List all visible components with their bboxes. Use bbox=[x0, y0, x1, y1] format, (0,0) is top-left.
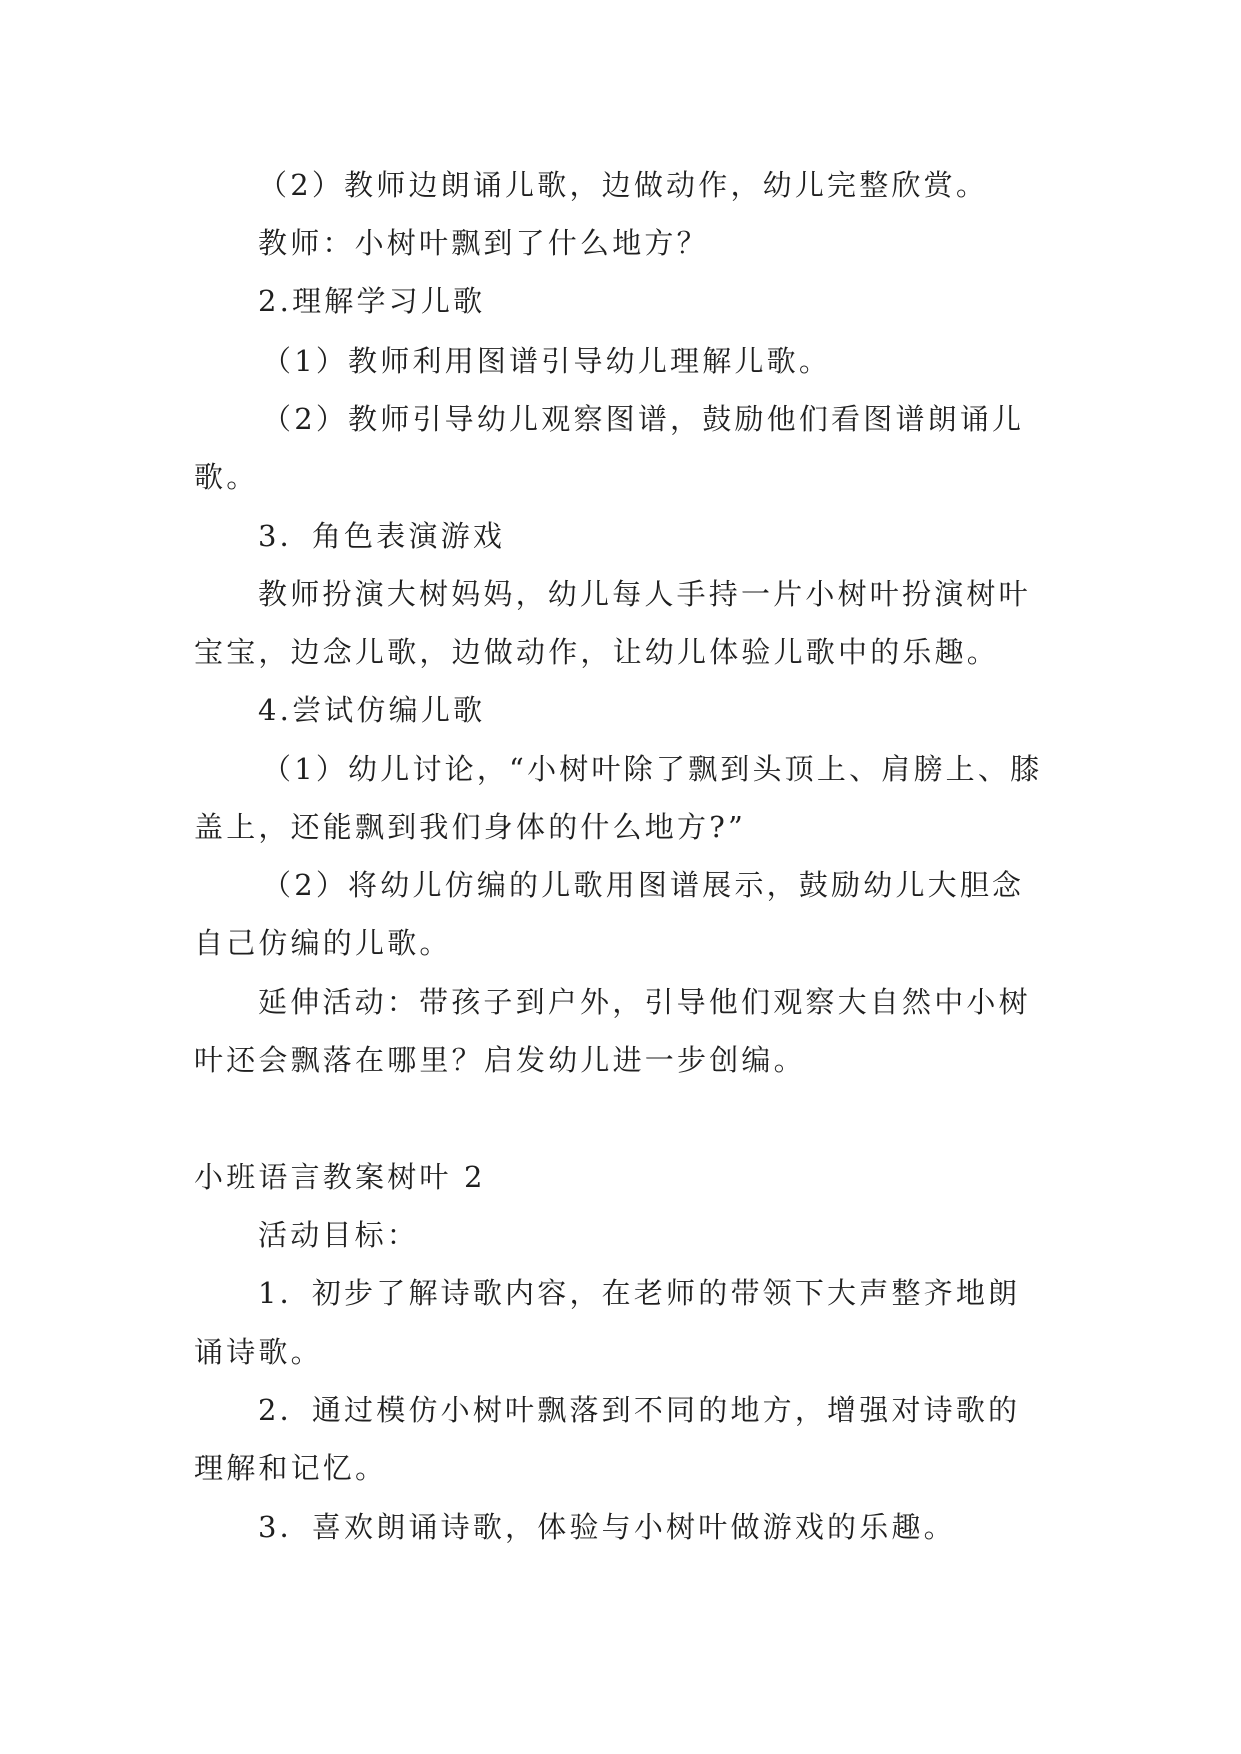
paragraph-line: 3．喜欢朗诵诗歌，体验与小树叶做游戏的乐趣。 bbox=[258, 1510, 956, 1544]
paragraph-line: （1）幼儿讨论，“小树叶除了飘到头顶上、肩膀上、膝 bbox=[262, 752, 1043, 786]
paragraph-line: 教师扮演大树妈妈，幼儿每人手持一片小树叶扮演树叶 bbox=[258, 577, 1031, 611]
paragraph-line: （2）教师引导幼儿观察图谱，鼓励他们看图谱朗诵儿 bbox=[262, 402, 1025, 436]
section-heading: 2.理解学习儿歌 bbox=[258, 284, 486, 318]
paragraph-line: 1．初步了解诗歌内容，在老师的带领下大声整齐地朗 bbox=[258, 1276, 1021, 1310]
paragraph-line: 延伸活动：带孩子到户外，引导他们观察大自然中小树 bbox=[258, 985, 1031, 1019]
document-title: 小班语言教案树叶 2 bbox=[194, 1160, 486, 1194]
paragraph-line: 盖上，还能飘到我们身体的什么地方?” bbox=[194, 810, 746, 844]
paragraph-line: 诵诗歌。 bbox=[194, 1335, 323, 1369]
paragraph-line: 2．通过模仿小树叶飘落到不同的地方，增强对诗歌的 bbox=[258, 1393, 1021, 1427]
section-heading: 4.尝试仿编儿歌 bbox=[258, 693, 486, 727]
section-heading: 3．角色表演游戏 bbox=[258, 519, 506, 553]
paragraph-line: （2）将幼儿仿编的儿歌用图谱展示，鼓励幼儿大胆念 bbox=[262, 868, 1025, 902]
paragraph-line: 理解和记忆。 bbox=[194, 1451, 388, 1485]
paragraph-line: 教师：小树叶飘到了什么地方？ bbox=[258, 226, 709, 260]
section-heading: 活动目标： bbox=[258, 1218, 420, 1252]
paragraph-line: （2）教师边朗诵儿歌，边做动作，幼儿完整欣赏。 bbox=[258, 168, 989, 202]
paragraph-line: （1）教师利用图谱引导幼儿理解儿歌。 bbox=[262, 344, 832, 378]
paragraph-line: 宝宝，边念儿歌，边做动作，让幼儿体验儿歌中的乐趣。 bbox=[194, 635, 1000, 669]
paragraph-line: 歌。 bbox=[194, 460, 259, 494]
paragraph-line: 自己仿编的儿歌。 bbox=[194, 926, 452, 960]
paragraph-line: 叶还会飘落在哪里？启发幼儿进一步创编。 bbox=[194, 1043, 806, 1077]
